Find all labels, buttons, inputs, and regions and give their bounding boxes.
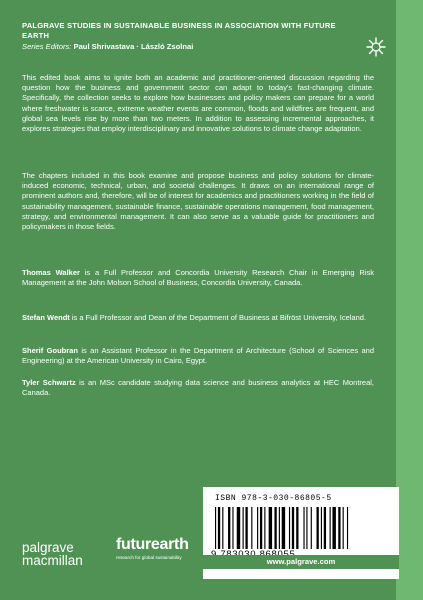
author-name: Tyler Schwartz — [22, 378, 76, 387]
author-name: Stefan Wendt — [22, 313, 70, 322]
springer-horse-icon — [365, 36, 387, 58]
description-paragraph-1: This edited book aims to ignite both an academic and practitioner-oriented discussion regarding the question how the business and government sector can adapt to today's fast-changing climate. Specifically, the collection seeks to explore how businesses and policy makers can prepare for a world where freshwater is scarce, extreme weather events are common, floods and wildfires are frequent, and global sea levels rise by more than two meters. In addition to assessing incremental approaches, it explores strategies that employ interdisciplinary and innovative solutions to climate change adaptation. — [22, 73, 374, 134]
author-bio-text: is an MSc candidate studying data science and business analytics at HEC Montreal, Canada. — [22, 378, 374, 398]
series-editors — [22, 42, 193, 52]
author-bio-text: is a Full Professor and Concordia University Research Chair in Emerging Risk Management at the John Molson School of Business, Concordia University, Canada. — [22, 268, 374, 288]
author-bio-schwartz — [22, 378, 374, 398]
palgrave-macmillan-logo — [22, 541, 83, 567]
future-earth-logo — [116, 537, 189, 560]
future-earth-name: futurearth — [116, 536, 189, 553]
isbn-text: ISBN 978-3-030-86805-5 — [215, 494, 332, 503]
author-name: Thomas Walker — [22, 268, 80, 277]
series-editors-names: Paul Shrivastava · László Zsolnai — [73, 42, 194, 51]
publisher-line-2: macmillan — [22, 553, 83, 568]
series-title: PALGRAVE STUDIES IN SUSTAINABLE BUSINESS IN ASSOCIATION WITH FUTURE EARTH — [22, 21, 336, 40]
author-name: Sherif Goubran — [22, 346, 78, 355]
barcode-icon — [215, 507, 387, 549]
description-paragraph-2: The chapters included in this book examine and propose business and policy solutions for climate-induced economic, technical, urban, and societal challenges. It draws on an international range of prominent authors and, therefore, will be of interest for academics and practitioners working in the field of sustainability management, sustainable finance, sustainable operations management, food management, strategy, and environmental management. It can also serve as a valuable guide for practitioners and policymakers in those fields. — [22, 171, 374, 232]
publisher-url[interactable]: www.palgrave.com — [203, 555, 399, 569]
author-bio-wendt — [22, 313, 374, 323]
author-bio-walker — [22, 268, 374, 288]
series-editors-label: Series Editors: — [22, 42, 72, 51]
spine-strip — [396, 0, 423, 600]
author-bio-text: is a Full Professor and Dean of the Department of Business at Bifröst University, Iceland. — [69, 313, 367, 322]
author-bio-goubran — [22, 346, 374, 366]
author-bio-text: is an Assistant Professor in the Department of Architecture (School of Sciences and Engineering) at the American University in Cairo, Egypt. — [22, 346, 374, 366]
publisher-line-1: palgrave — [22, 540, 74, 555]
future-earth-tagline: research for global sustainability — [116, 555, 182, 560]
